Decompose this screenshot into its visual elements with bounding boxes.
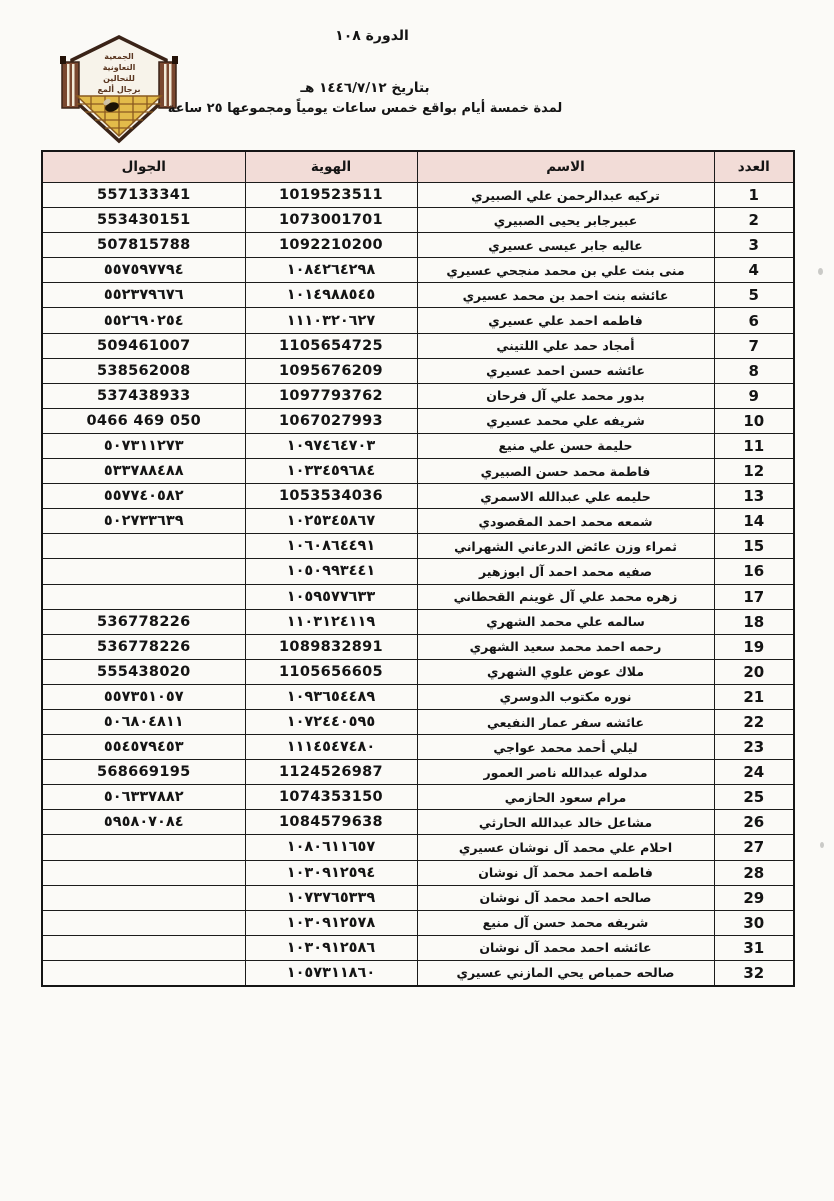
cell-mobile: 537438933: [42, 383, 245, 408]
cell-count: 26: [714, 810, 794, 835]
cell-id: ١٠٦٠٨٦٤٤٩١: [245, 534, 417, 559]
cell-name: احلام علي محمد آل نوشان عسيري: [417, 835, 714, 860]
table-row: [42, 760, 794, 785]
cell-id: ١٠٨٠٦١١٦٥٧: [245, 835, 417, 860]
logo-text-line: الجمعية: [104, 52, 134, 61]
table-row: [42, 659, 794, 684]
cell-count: 23: [714, 735, 794, 760]
cell-count: 17: [714, 584, 794, 609]
cell-count: 24: [714, 760, 794, 785]
logo-text-line: برجال ألمع: [97, 85, 141, 94]
cell-id: 1019523511: [245, 183, 417, 208]
cell-id: ١٠٣٠٩١٢٥٩٤: [245, 860, 417, 885]
cell-id: ١٠٧٢٤٤٠٥٩٥: [245, 709, 417, 734]
cell-name: أمجاد حمد علي اللتيني: [417, 333, 714, 358]
cell-name: سالمه علي محمد الشهري: [417, 609, 714, 634]
cell-id: ١٠٥٠٩٩٣٤٤١: [245, 559, 417, 584]
cell-id: ١٠٩٧٤٦٤٧٠٣: [245, 433, 417, 458]
table-row: [42, 684, 794, 709]
cell-mobile: ٥٥٧٣٥١٠٥٧: [42, 684, 245, 709]
cell-count: 19: [714, 634, 794, 659]
table-row: [42, 960, 794, 986]
cell-mobile: 557133341: [42, 183, 245, 208]
logo-text-line: للنحالين: [103, 74, 135, 83]
cell-count: 18: [714, 609, 794, 634]
cell-count: 13: [714, 484, 794, 509]
cell-id: ١١١٠٣٢٠٦٢٧: [245, 308, 417, 333]
cell-id: ١٠٣٣٤٥٩٦٨٤: [245, 459, 417, 484]
cell-count: 20: [714, 659, 794, 684]
cell-id: 1053534036: [245, 484, 417, 509]
cell-name: ملاك عوض علوي الشهري: [417, 659, 714, 684]
cell-count: 22: [714, 709, 794, 734]
cell-name: ليلي أحمد محمد عواجي: [417, 735, 714, 760]
table-row: [42, 509, 794, 534]
cell-id: ١٠٧٣٧٦٥٣٣٩: [245, 885, 417, 910]
cell-count: 6: [714, 308, 794, 333]
cell-name: ثمراء وزن عائض الدرعاني الشهراني: [417, 534, 714, 559]
cell-name: شريفه محمد حسن آل منيع: [417, 910, 714, 935]
column-header-count: العدد: [714, 151, 794, 183]
cell-id: ١٠٨٤٢٦٤٢٩٨: [245, 258, 417, 283]
session-title: الدورة ١٠٨: [335, 28, 409, 44]
column-header-id: الهوية: [245, 151, 417, 183]
cell-name: رحمه احمد محمد سعيد الشهري: [417, 634, 714, 659]
cell-name: فاطمه احمد محمد آل نوشان: [417, 860, 714, 885]
cell-mobile: 507815788: [42, 233, 245, 258]
cell-name: زهره محمد علي آل غوينم القحطاني: [417, 584, 714, 609]
cell-id: 1097793762: [245, 383, 417, 408]
cell-name: صالحه حمباص يحي المازني عسيري: [417, 960, 714, 986]
cell-count: 14: [714, 509, 794, 534]
cell-name: شريفه علي محمد عسيري: [417, 408, 714, 433]
table-row: [42, 183, 794, 208]
cell-count: 1: [714, 183, 794, 208]
cell-name: عبيرجابر يحيى الصبيري: [417, 208, 714, 233]
cell-mobile: ٥٥٧٧٤٠٥٨٢: [42, 484, 245, 509]
course-date: بتاريخ ١٤٤٦/٧/١٢ هـ: [300, 80, 430, 96]
table-row: [42, 860, 794, 885]
cell-id: 1074353150: [245, 785, 417, 810]
table-header-row: [42, 151, 794, 183]
cell-mobile: [42, 885, 245, 910]
table-row: [42, 810, 794, 835]
cell-id: 1124526987: [245, 760, 417, 785]
cell-count: 3: [714, 233, 794, 258]
cell-id: 1105654725: [245, 333, 417, 358]
table-row: [42, 559, 794, 584]
table-row: [42, 383, 794, 408]
cell-mobile: 553430151: [42, 208, 245, 233]
cell-id: ١١١٤٥٤٧٤٨٠: [245, 735, 417, 760]
table-row: [42, 534, 794, 559]
course-duration: لمدة خمسة أيام بواقع خمس ساعات يومياً ومجموعها ٢٥ ساعة: [167, 100, 563, 116]
cell-name: عاليه جابر عيسى عسيري: [417, 233, 714, 258]
cell-mobile: ٥٠٦٨٠٤٨١١: [42, 709, 245, 734]
scan-artifact: [820, 842, 824, 848]
table-row: [42, 609, 794, 634]
cell-id: 1095676209: [245, 358, 417, 383]
cell-mobile: [42, 835, 245, 860]
cell-id: ١١٠٣١٢٤١١٩: [245, 609, 417, 634]
column-header-name: الاسم: [417, 151, 714, 183]
table-row: [42, 459, 794, 484]
cell-mobile: ٥٠٦٣٣٧٨٨٢: [42, 785, 245, 810]
cell-id: ١٠٣٠٩١٢٥٧٨: [245, 910, 417, 935]
cell-name: صالحه احمد محمد آل نوشان: [417, 885, 714, 910]
cell-id: ١٠٣٠٩١٢٥٨٦: [245, 935, 417, 960]
cell-name: فاطمة محمد حسن الصبيري: [417, 459, 714, 484]
cell-name: مرام سعود الحازمي: [417, 785, 714, 810]
cell-mobile: 568669195: [42, 760, 245, 785]
scan-artifact: [818, 268, 823, 275]
table-row: [42, 709, 794, 734]
cell-name: منى بنت علي بن محمد منجحي عسيري: [417, 258, 714, 283]
cell-count: 10: [714, 408, 794, 433]
table-row: [42, 835, 794, 860]
table-body: [42, 183, 794, 987]
cell-count: 5: [714, 283, 794, 308]
table-row: [42, 584, 794, 609]
cell-name: عائشه بنت احمد بن محمد عسيري: [417, 283, 714, 308]
cell-id: ١٠٢٥٣٤٥٨٦٧: [245, 509, 417, 534]
cell-count: 27: [714, 835, 794, 860]
cell-mobile: ٥٥٤٥٧٩٤٥٣: [42, 735, 245, 760]
table-row: [42, 910, 794, 935]
table-row: [42, 258, 794, 283]
cell-id: ١٠١٤٩٨٨٥٤٥: [245, 283, 417, 308]
cell-id: ١٠٩٣٦٥٤٤٨٩: [245, 684, 417, 709]
cell-count: 8: [714, 358, 794, 383]
table-row: [42, 433, 794, 458]
logo-text-line: التعاونية: [102, 63, 136, 72]
table-row: [42, 408, 794, 433]
table-row: [42, 935, 794, 960]
cell-mobile: 536778226: [42, 609, 245, 634]
cell-id: ١٠٥٧٣١١٨٦٠: [245, 960, 417, 986]
cell-name: عائشه سفر عمار النفيعي: [417, 709, 714, 734]
cell-name: مشاعل خالد عبدالله الحارثي: [417, 810, 714, 835]
cell-count: 31: [714, 935, 794, 960]
attendance-table: [41, 150, 795, 987]
cell-mobile: 555438020: [42, 659, 245, 684]
cell-name: نوره مكتوب الدوسري: [417, 684, 714, 709]
cell-id: 1105656605: [245, 659, 417, 684]
table-row: [42, 634, 794, 659]
cell-mobile: 536778226: [42, 634, 245, 659]
cell-mobile: [42, 559, 245, 584]
cell-id: ١٠٥٩٥٧٧٦٣٣: [245, 584, 417, 609]
cell-id: 1067027993: [245, 408, 417, 433]
cell-name: عائشه احمد محمد آل نوشان: [417, 935, 714, 960]
cell-mobile: ٥٠٧٣١١٢٧٣: [42, 433, 245, 458]
cell-count: 7: [714, 333, 794, 358]
table-row: [42, 885, 794, 910]
cell-count: 16: [714, 559, 794, 584]
cell-mobile: ٥٠٢٧٣٣٦٣٩: [42, 509, 245, 534]
cell-mobile: ٥٣٣٧٨٨٤٨٨: [42, 459, 245, 484]
table-row: [42, 208, 794, 233]
cell-count: 21: [714, 684, 794, 709]
cell-count: 2: [714, 208, 794, 233]
table-row: [42, 233, 794, 258]
cell-mobile: ٥٥٢٣٧٩٦٧٦: [42, 283, 245, 308]
cell-mobile: [42, 534, 245, 559]
cell-mobile: ٥٩٥٨٠٧٠٨٤: [42, 810, 245, 835]
table-row: [42, 785, 794, 810]
cell-count: 32: [714, 960, 794, 986]
cell-id: 1089832891: [245, 634, 417, 659]
cell-name: مدلوله عبدالله ناصر العمور: [417, 760, 714, 785]
cell-mobile: [42, 860, 245, 885]
table-row: [42, 308, 794, 333]
course-details-block: [0, 78, 782, 119]
cell-name: بدور محمد علي آل فرحان: [417, 383, 714, 408]
cell-name: فاطمه احمد علي عسيري: [417, 308, 714, 333]
cell-count: 28: [714, 860, 794, 885]
cell-id: 1092210200: [245, 233, 417, 258]
table-row: [42, 358, 794, 383]
cell-count: 25: [714, 785, 794, 810]
cell-mobile: ٥٥٢٦٩٠٢٥٤: [42, 308, 245, 333]
cell-name: حليمه علي عبدالله الاسمري: [417, 484, 714, 509]
cell-count: 4: [714, 258, 794, 283]
cell-name: عائشه حسن احمد عسيري: [417, 358, 714, 383]
cell-mobile: 538562008: [42, 358, 245, 383]
column-header-mobile: الجوال: [42, 151, 245, 183]
table-row: [42, 484, 794, 509]
cell-count: 30: [714, 910, 794, 935]
cell-name: تركيه عبدالرحمن علي الصبيري: [417, 183, 714, 208]
table-row: [42, 333, 794, 358]
cell-mobile: [42, 910, 245, 935]
cell-id: 1073001701: [245, 208, 417, 233]
cell-mobile: ٥٥٧٥٩٧٧٩٤: [42, 258, 245, 283]
cell-id: 1084579638: [245, 810, 417, 835]
cell-count: 15: [714, 534, 794, 559]
cell-mobile: 509461007: [42, 333, 245, 358]
cell-mobile: 050 469 0466: [42, 408, 245, 433]
cell-mobile: [42, 935, 245, 960]
cell-name: شمعه محمد احمد المقصودي: [417, 509, 714, 534]
cell-count: 11: [714, 433, 794, 458]
cell-count: 9: [714, 383, 794, 408]
cell-mobile: [42, 960, 245, 986]
cell-mobile: [42, 584, 245, 609]
cell-name: حليمة حسن علي منيع: [417, 433, 714, 458]
table-row: [42, 283, 794, 308]
cell-count: 12: [714, 459, 794, 484]
cell-name: صفيه محمد احمد آل ابوزهير: [417, 559, 714, 584]
table-row: [42, 735, 794, 760]
cell-count: 29: [714, 885, 794, 910]
